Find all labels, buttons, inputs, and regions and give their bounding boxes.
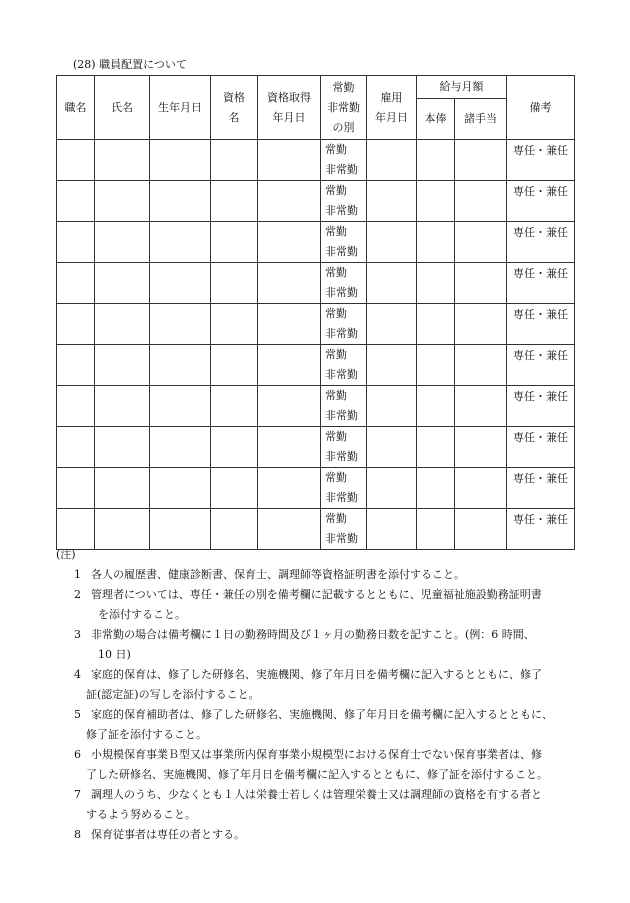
biko-cell: 専任・兼任 [507, 386, 575, 427]
table-cell [57, 509, 95, 550]
header-jokin [321, 76, 367, 140]
table-cell [455, 181, 507, 222]
biko-cell: 専任・兼任 [507, 468, 575, 509]
biko-cell: 専任・兼任 [507, 263, 575, 304]
kinmu-cell [321, 468, 367, 509]
table-row [57, 509, 575, 550]
kinmu-cell [321, 427, 367, 468]
table-cell [367, 263, 417, 304]
table-cell [367, 304, 417, 345]
table-cell [95, 263, 150, 304]
header-biko: 備考 [507, 76, 575, 140]
table-row [57, 468, 575, 509]
table-cell [211, 427, 258, 468]
note-line: 小規模保育事業Ｂ型又は事業所内保育事業小規模型における保育士でない保育事業者は、修 [91, 748, 542, 761]
kinmu-cell [321, 263, 367, 304]
table-cell [95, 345, 150, 386]
header-teate: 諸手当 [455, 99, 507, 140]
header-shokumei: 職名 [57, 76, 95, 140]
table-cell [150, 304, 211, 345]
table-cell [417, 427, 455, 468]
table-cell [367, 386, 417, 427]
note-number: 1 [74, 568, 81, 581]
kinmu-cell [321, 304, 367, 345]
kinmu-hijokin-option: 非常勤 [325, 204, 358, 217]
table-cell [455, 304, 507, 345]
table-cell [95, 181, 150, 222]
table-cell [258, 263, 321, 304]
table-cell [57, 345, 95, 386]
table-row [57, 181, 575, 222]
note-line: 非常勤の場合は備考欄に１日の勤務時間及び１ヶ月の勤務日数を記すこと。(例：6 時間、 [91, 628, 535, 641]
kinmu-jokin-option: 常勤 [325, 389, 347, 402]
note-line: 10 日) [98, 648, 131, 661]
table-cell [150, 427, 211, 468]
kinmu-jokin-option: 常勤 [325, 143, 347, 156]
table-cell [417, 509, 455, 550]
table-cell [150, 263, 211, 304]
note-line: 家庭的保育は、修了した研修名、実施機関、修了年月日を備考欄に記入するとともに、修了 [91, 668, 542, 681]
table-cell [211, 345, 258, 386]
header-seinengappi: 生年月日 [150, 76, 211, 140]
table-cell [455, 386, 507, 427]
kinmu-hijokin-option: 非常勤 [325, 286, 358, 299]
note-item [56, 565, 576, 585]
table-cell [455, 345, 507, 386]
table-cell [367, 222, 417, 263]
kinmu-cell [321, 345, 367, 386]
note-number: 6 [74, 748, 81, 761]
note-line: 了した研修名、実施機関、修了年月日を備考欄に記入するとともに、修了証を添付すること。 [86, 768, 548, 781]
table-cell [417, 263, 455, 304]
note-item [56, 705, 576, 745]
table-cell [367, 181, 417, 222]
header-honpo: 本俸 [417, 99, 455, 140]
kinmu-jokin-option: 常勤 [325, 430, 347, 443]
table-row [57, 427, 575, 468]
table-cell [211, 181, 258, 222]
note-line: 保育従事者は専任の者とする。 [91, 828, 245, 841]
table-cell [211, 468, 258, 509]
table-cell [95, 386, 150, 427]
header-shikaku [211, 76, 258, 140]
table-cell [367, 468, 417, 509]
table-cell [455, 222, 507, 263]
table-cell [258, 181, 321, 222]
table-cell [455, 468, 507, 509]
header-koyo [367, 76, 417, 140]
table-cell [258, 509, 321, 550]
note-item [56, 785, 576, 825]
table-cell [258, 345, 321, 386]
note-number: 4 [74, 668, 81, 681]
note-item [56, 745, 576, 785]
table-cell [57, 304, 95, 345]
table-cell [417, 181, 455, 222]
note-line: 調理人のうち、少なくとも１人は栄養士若しくは管理栄養士又は調理師の資格を有する者と [91, 788, 542, 801]
table-cell [95, 304, 150, 345]
note-line: 家庭的保育補助者は、修了した研修名、実施機関、修了年月日を備考欄に記入するとともに、 [91, 708, 553, 721]
table-row [57, 386, 575, 427]
table-cell [150, 386, 211, 427]
notes-heading: (注) [56, 548, 76, 561]
table-cell [258, 304, 321, 345]
notes-section [56, 545, 576, 845]
biko-cell: 専任・兼任 [507, 345, 575, 386]
kinmu-cell [321, 181, 367, 222]
header-shimei: 氏名 [95, 76, 150, 140]
header-jokin-line1: 常勤 [332, 80, 355, 94]
biko-cell: 専任・兼任 [507, 304, 575, 345]
kinmu-hijokin-option: 非常勤 [325, 491, 358, 504]
note-line: するよう努めること。 [86, 808, 196, 821]
table-cell [57, 140, 95, 181]
table-cell [258, 468, 321, 509]
kinmu-hijokin-option: 非常勤 [325, 245, 358, 258]
header-shutoku-line2: 年月日 [272, 110, 306, 124]
note-number: 2 [74, 588, 81, 601]
note-item [56, 825, 576, 845]
table-cell [258, 427, 321, 468]
table-cell [150, 140, 211, 181]
table-row [57, 140, 575, 181]
note-number: 7 [74, 788, 81, 801]
note-item [56, 625, 576, 665]
header-koyo-line2: 年月日 [375, 110, 408, 124]
table-cell [57, 386, 95, 427]
note-line: を添付すること。 [98, 608, 186, 621]
table-cell [211, 386, 258, 427]
table-cell [455, 509, 507, 550]
table-cell [211, 222, 258, 263]
note-number: 3 [74, 628, 81, 641]
table-cell [367, 427, 417, 468]
kinmu-jokin-option: 常勤 [325, 512, 347, 525]
table-cell [95, 427, 150, 468]
table-cell [417, 345, 455, 386]
table-cell [95, 509, 150, 550]
kinmu-cell [321, 140, 367, 181]
table-cell [417, 386, 455, 427]
kinmu-jokin-option: 常勤 [325, 266, 347, 279]
kinmu-hijokin-option: 非常勤 [325, 450, 358, 463]
header-koyo-line1: 雇用 [380, 90, 403, 104]
table-row [57, 222, 575, 263]
table-cell [367, 345, 417, 386]
note-item [56, 665, 576, 705]
table-cell [417, 222, 455, 263]
table-row [57, 304, 575, 345]
note-item [56, 585, 576, 625]
table-cell [211, 304, 258, 345]
header-jokin-line2: 非常勤 [327, 100, 360, 114]
table-row [57, 263, 575, 304]
table-cell [150, 509, 211, 550]
table-cell [367, 509, 417, 550]
header-shikaku-line1: 資格 [223, 90, 245, 104]
kinmu-jokin-option: 常勤 [325, 307, 347, 320]
table-cell [367, 140, 417, 181]
table-cell [57, 181, 95, 222]
table-cell [417, 304, 455, 345]
note-line: 管理者については、専任・兼任の別を備考欄に記載するとともに、児童福祉施設勤務証明書 [91, 588, 542, 601]
kinmu-hijokin-option: 非常勤 [325, 163, 358, 176]
section-title: (28) 職員配置について [73, 58, 187, 71]
kinmu-cell [321, 509, 367, 550]
table-cell [57, 427, 95, 468]
table-cell [258, 222, 321, 263]
table-cell [258, 140, 321, 181]
note-line: 証(認定証)の写しを添付すること。 [86, 688, 260, 701]
table-cell [57, 222, 95, 263]
table-cell [95, 222, 150, 263]
note-number: 5 [74, 708, 81, 721]
table-cell [150, 181, 211, 222]
note-line: 修了証を添付すること。 [86, 728, 207, 741]
header-kyuyo: 給与月額 [417, 76, 507, 99]
kinmu-jokin-option: 常勤 [325, 348, 347, 361]
table-cell [455, 263, 507, 304]
table-cell [417, 140, 455, 181]
kinmu-jokin-option: 常勤 [325, 184, 347, 197]
table-cell [150, 222, 211, 263]
table-cell [211, 263, 258, 304]
table-cell [211, 140, 258, 181]
staff-table [56, 75, 575, 550]
table-cell [455, 140, 507, 181]
biko-cell: 専任・兼任 [507, 181, 575, 222]
table-cell [150, 468, 211, 509]
table-cell [57, 263, 95, 304]
kinmu-cell [321, 222, 367, 263]
table-cell [57, 468, 95, 509]
table-cell [258, 386, 321, 427]
kinmu-hijokin-option: 非常勤 [325, 327, 358, 340]
table-cell [150, 345, 211, 386]
biko-cell: 専任・兼任 [507, 509, 575, 550]
biko-cell: 専任・兼任 [507, 140, 575, 181]
table-cell [211, 509, 258, 550]
kinmu-jokin-option: 常勤 [325, 225, 347, 238]
kinmu-hijokin-option: 非常勤 [325, 532, 358, 545]
table-row [57, 345, 575, 386]
table-cell [95, 468, 150, 509]
kinmu-jokin-option: 常勤 [325, 471, 347, 484]
kinmu-hijokin-option: 非常勤 [325, 368, 358, 381]
kinmu-cell [321, 386, 367, 427]
table-cell [417, 468, 455, 509]
biko-cell: 専任・兼任 [507, 222, 575, 263]
biko-cell: 専任・兼任 [507, 427, 575, 468]
header-shutoku [258, 76, 321, 140]
header-shikaku-line2: 名 [228, 110, 240, 124]
kinmu-hijokin-option: 非常勤 [325, 409, 358, 422]
table-cell [455, 427, 507, 468]
note-line: 各人の履歴書、健康診断書、保育士、調理師等資格証明書を添付すること。 [91, 568, 465, 581]
note-number: 8 [74, 828, 81, 841]
header-shutoku-line1: 資格取得 [267, 90, 311, 104]
table-cell [95, 140, 150, 181]
header-jokin-line3: の別 [332, 120, 355, 134]
